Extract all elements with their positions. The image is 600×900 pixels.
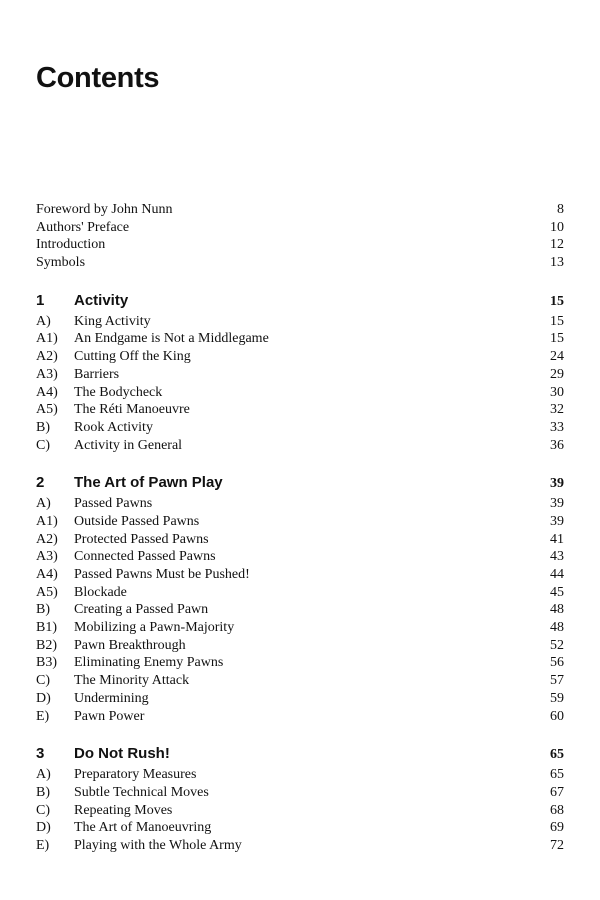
entry-page: 39 [550, 513, 564, 529]
entry-page: 13 [550, 255, 564, 271]
toc-entry[interactable] [36, 584, 564, 602]
entry-title: The Bodycheck [74, 384, 163, 400]
entry-page: 29 [550, 366, 564, 382]
toc-entry[interactable] [36, 384, 564, 402]
entry-title: The Réti Manoeuvre [74, 402, 190, 418]
chapter-number: 1 [36, 291, 45, 309]
entry-title: Playing with the Whole Army [74, 837, 242, 853]
toc-entry[interactable] [36, 401, 564, 419]
entry-label: C) [36, 802, 50, 818]
entry-label: A3) [36, 549, 58, 565]
entry-label: A) [36, 767, 51, 783]
chapter-number: 2 [36, 474, 45, 492]
entry-title: Mobilizing a Pawn-Majority [74, 620, 235, 636]
chapter-1 [36, 290, 564, 455]
chapter-page: 39 [550, 476, 564, 492]
entry-page: 48 [550, 602, 564, 618]
front-matter-list [36, 201, 564, 272]
entry-title: Barriers [74, 366, 120, 382]
entry-title: Preparatory Measures [74, 767, 197, 783]
entry-title: Blockade [74, 584, 127, 600]
entry-label: B2) [36, 637, 57, 653]
entry-label: B) [36, 419, 50, 435]
toc-entry[interactable] [36, 672, 564, 690]
entry-page: 15 [550, 313, 564, 329]
entry-label: A4) [36, 567, 58, 582]
entry-title: Activity in General [74, 437, 183, 453]
toc-entry[interactable] [36, 219, 564, 237]
entry-title: Foreword by John Nunn [36, 202, 173, 217]
entry-page: 59 [550, 690, 564, 706]
chapter-page: 65 [550, 747, 564, 763]
entry-title: Cutting Off the King [74, 349, 191, 365]
entry-page: 41 [550, 531, 564, 547]
entry-page: 15 [550, 331, 564, 347]
entry-page: 68 [550, 802, 564, 818]
entry-label: B1) [36, 620, 57, 636]
entry-title: Undermining [74, 690, 149, 706]
toc-entry[interactable] [36, 690, 564, 708]
entry-title: Outside Passed Pawns [74, 513, 200, 529]
entry-label: A3) [36, 366, 58, 382]
chapter-heading[interactable] [36, 743, 564, 764]
entry-label: B) [36, 602, 50, 618]
toc-entry[interactable] [36, 601, 564, 619]
entry-page: 39 [550, 496, 564, 512]
table-of-contents [36, 201, 564, 855]
entry-label: A2) [36, 531, 58, 547]
chapter-heading[interactable] [36, 290, 564, 311]
entry-page: 33 [550, 419, 564, 435]
entry-page: 56 [550, 655, 564, 671]
entry-page: 12 [550, 237, 564, 253]
toc-entry[interactable] [36, 513, 564, 531]
toc-entry[interactable] [36, 348, 564, 366]
chapter-2 [36, 472, 564, 725]
entry-label: A) [36, 313, 51, 329]
entry-title: An Endgame is Not a Middlegame [74, 331, 269, 347]
toc-entry[interactable] [36, 366, 564, 384]
toc-entry[interactable] [36, 802, 564, 820]
entry-title: King Activity [74, 313, 151, 329]
entry-label: A5) [36, 402, 58, 418]
entry-page: 48 [550, 620, 564, 636]
entry-title: Protected Passed Pawns [74, 531, 209, 547]
entry-page: 36 [550, 437, 564, 453]
entry-page: 60 [550, 708, 564, 724]
toc-entry[interactable] [36, 313, 564, 331]
entry-title: Pawn Breakthrough [74, 637, 186, 653]
entry-label: A1) [36, 513, 58, 529]
entry-title: Introduction [36, 237, 106, 253]
entry-label: E) [36, 708, 50, 724]
entry-page: 43 [550, 549, 564, 565]
entry-title: Passed Pawns [74, 496, 153, 512]
entry-label: A1) [36, 331, 58, 347]
chapter-heading[interactable] [36, 472, 564, 493]
toc-entry[interactable] [36, 766, 564, 784]
entry-page: 72 [550, 837, 564, 853]
entry-label: A5) [36, 584, 58, 600]
entry-label: C) [36, 673, 50, 689]
entry-label: A2) [36, 349, 58, 365]
entry-title: Repeating Moves [74, 802, 173, 818]
entry-label: C) [36, 437, 50, 453]
toc-entry[interactable] [36, 201, 564, 219]
entry-page: 10 [550, 219, 564, 235]
entry-title: The Minority Attack [74, 673, 190, 689]
chapter-page: 15 [550, 293, 564, 309]
entry-title: Connected Passed Pawns [74, 549, 216, 565]
toc-entry[interactable] [36, 495, 564, 513]
entry-title: Pawn Power [74, 708, 145, 724]
toc-entry[interactable] [36, 819, 564, 837]
entry-title: Authors' Preface [36, 219, 130, 235]
entry-page: 69 [550, 820, 564, 836]
entry-label: A4) [36, 384, 58, 400]
entry-label: D) [36, 820, 51, 836]
toc-entry[interactable] [36, 566, 564, 584]
entry-label: B3) [36, 655, 57, 671]
page-title: Contents [36, 62, 160, 94]
entry-page: 67 [550, 784, 564, 800]
entry-label: A) [36, 496, 51, 512]
entry-page: 65 [550, 767, 564, 783]
entry-page: 30 [550, 384, 564, 400]
entry-title: Rook Activity [74, 419, 153, 435]
toc-entry[interactable] [36, 254, 564, 272]
toc-entry[interactable] [36, 437, 564, 455]
toc-entry[interactable] [36, 548, 564, 566]
entry-page: 52 [550, 637, 564, 653]
toc-entry[interactable] [36, 419, 564, 437]
toc-entry[interactable] [36, 637, 564, 655]
toc-entry[interactable] [36, 708, 564, 726]
entry-label: D) [36, 690, 51, 706]
entry-title: Passed Pawns Must be Pushed! [74, 567, 250, 582]
entry-page: 57 [550, 673, 564, 689]
toc-entry[interactable] [36, 837, 564, 855]
entry-title: The Art of Manoeuvring [74, 820, 212, 836]
entry-title: Subtle Technical Moves [74, 784, 209, 800]
chapter-number: 3 [36, 745, 45, 763]
entry-page: 8 [557, 202, 564, 217]
entry-label: E) [36, 837, 50, 853]
toc-entry[interactable] [36, 784, 564, 802]
toc-entry[interactable] [36, 330, 564, 348]
entry-page: 44 [550, 567, 564, 582]
entry-page: 24 [550, 349, 564, 365]
toc-entry[interactable] [36, 619, 564, 637]
chapter-title: Do Not Rush! [74, 745, 170, 763]
toc-entry[interactable] [36, 236, 564, 254]
entry-page: 32 [550, 402, 564, 418]
entry-title: Symbols [36, 255, 86, 271]
chapter-title: The Art of Pawn Play [74, 474, 223, 492]
chapter-title: Activity [74, 291, 129, 309]
entry-label: B) [36, 784, 50, 800]
entry-title: Eliminating Enemy Pawns [74, 655, 224, 671]
toc-entry[interactable] [36, 531, 564, 549]
toc-entry[interactable] [36, 654, 564, 672]
entry-page: 45 [550, 584, 564, 600]
chapter-3 [36, 743, 564, 854]
entry-title: Creating a Passed Pawn [74, 602, 209, 618]
